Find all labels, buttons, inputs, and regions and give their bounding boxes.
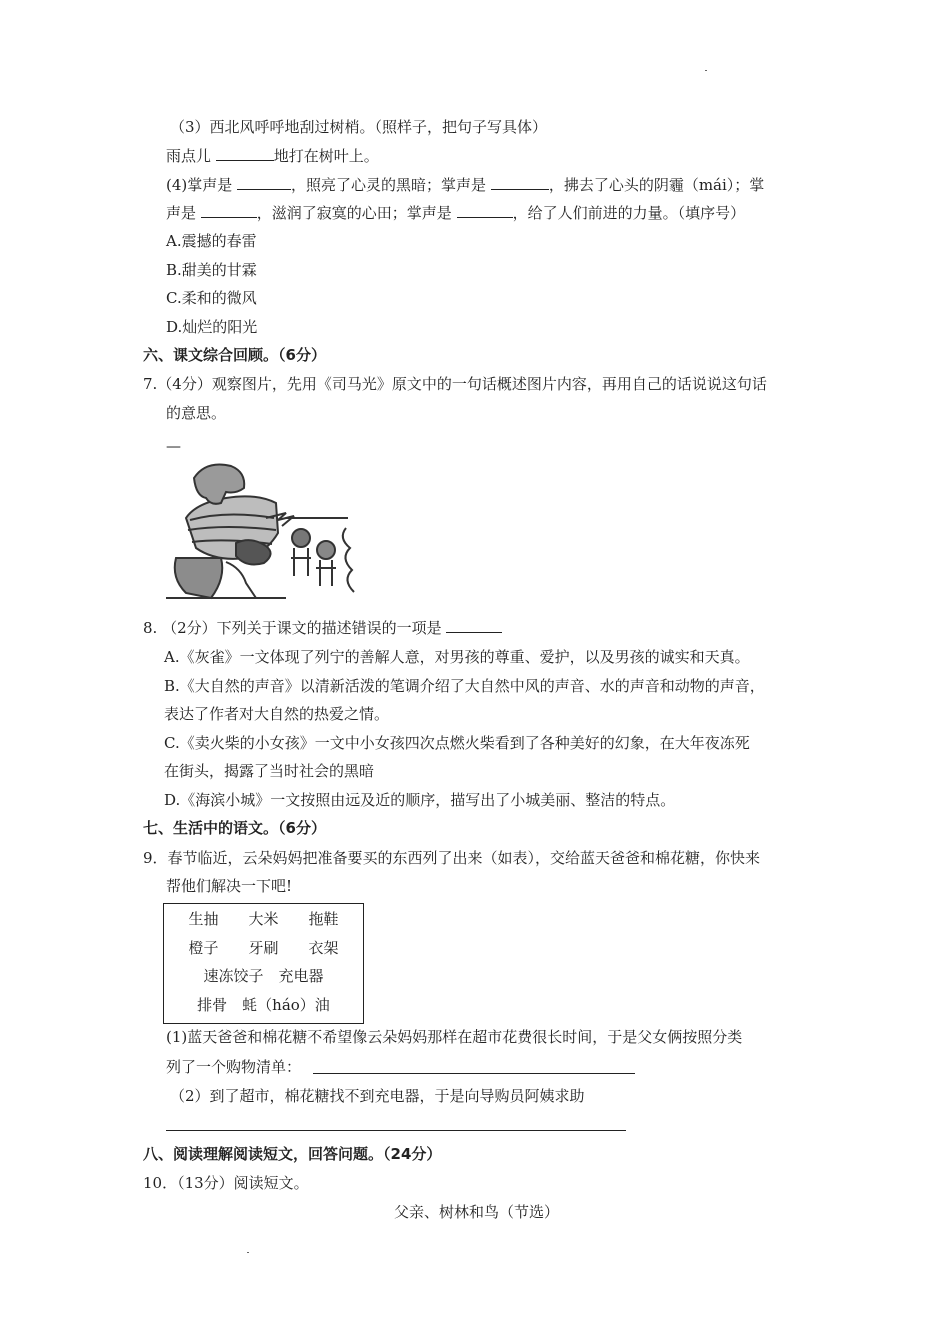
q9-stem-line2: 帮他们解决一下吧! [166, 877, 293, 895]
page-mark-bottom [247, 1252, 249, 1253]
q8-stem [143, 618, 502, 638]
q4-text: 声是 [166, 204, 201, 222]
q4-text: ，拂去了心头的阴霾（mái）；掌 [548, 176, 765, 194]
q4-option-c: C.柔和的微风 [166, 289, 257, 307]
q4-text: ，滋润了寂寞的心田；掌声是 [256, 204, 457, 222]
q4-text: ，给了人们前进的力量。（填序号） [512, 204, 746, 222]
sima-guang-illustration-icon [166, 458, 362, 606]
q8-option-b-line2: 表达了作者对大自然的热爱之情。 [164, 705, 390, 723]
q4-option-d: D.灿烂的阳光 [166, 318, 258, 336]
q4-blank-3[interactable] [201, 203, 257, 218]
section7-title: 七、生活中的语文。（6分） [143, 819, 326, 837]
table-row: 橙子 牙刷 衣架 [188, 939, 339, 957]
q7-stem-line1: 7.（4分）观察图片，先用《司马光》原文中的一句话概述图片内容，再用自己的话说说这句话 [143, 375, 767, 393]
q8-stem-text: 8. （2分）下列关于课文的描述错误的一项是 [143, 619, 447, 637]
shopping-items-table [163, 903, 364, 1024]
q8-option-a: A.《灰雀》一文体现了列宁的善解人意，对男孩的尊重、爱护，以及男孩的诚实和天真。 [164, 648, 750, 666]
q9-sub2-answer-line[interactable] [166, 1130, 626, 1131]
q9-sub1-answer-line[interactable] [313, 1073, 635, 1074]
q4-blank-4[interactable] [457, 203, 513, 218]
section8-title: 八、阅读理解阅读短文，回答问题。（24分） [143, 1145, 442, 1163]
q8-option-b-line1: B.《大自然的声音》以清新活泼的笔调介绍了大自然中风的声音、水的声音和动物的声音， [164, 677, 765, 695]
q9-sub1-line1: (1)蓝天爸爸和棉花糖不希望像云朵妈妈那样在超市花费很长时间，于是父女俩按照分类 [166, 1028, 743, 1046]
q9-sub2-line1: （2）到了超市，棉花糖找不到充电器，于是向导购员阿姨求助 [170, 1087, 585, 1105]
q10-stem: 10．（13分）阅读短文。 [143, 1174, 309, 1192]
table-row: 生抽 大米 拖鞋 [188, 910, 339, 928]
q4-option-a: A.震撼的春雷 [166, 232, 257, 250]
q9-stem-line1: 9．春节临近，云朵妈妈把准备要买的东西列了出来（如表），交给蓝天爸爸和棉花糖，你快来 [143, 849, 761, 867]
q7-stem-line2: 的意思。 [166, 404, 227, 422]
passage-title: 父亲、树林和鸟（节选） [394, 1203, 560, 1221]
q4-blank-2[interactable] [491, 175, 549, 190]
q4-blank-1[interactable] [237, 175, 291, 190]
q9-sub1-line2: 列了一个购物清单： [166, 1058, 302, 1076]
page-mark-top [705, 70, 707, 71]
q4-line2 [166, 203, 745, 223]
section6-title: 六、课文综合回顾。（6分） [143, 346, 326, 364]
q3-blank[interactable] [216, 146, 274, 161]
q7-answer-mark: — [166, 437, 181, 455]
q4-line1 [166, 175, 764, 195]
q3-suffix: 地打在树叶上。 [273, 147, 379, 165]
q8-option-c-line2: 在街头，揭露了当时社会的黑暗 [164, 762, 375, 780]
q4-option-b: B.甜美的甘霖 [166, 261, 257, 279]
q3-prefix: 雨点儿 [166, 147, 216, 165]
q4-text: ，照亮了心灵的黑暗；掌声是 [291, 176, 491, 194]
q8-option-c-line1: C.《卖火柴的小女孩》一文中小女孩四次点燃火柴看到了各种美好的幻象，在大年夜冻死 [164, 734, 750, 752]
q8-blank[interactable] [446, 618, 502, 633]
table-row: 排骨 蚝（háo）油 [197, 996, 330, 1014]
q3-instruction: （3）西北风呼呼地刮过树梢。（照样子，把句子写具体） [170, 118, 548, 136]
q8-option-d: D.《海滨小城》一文按照由远及近的顺序，描写出了小城美丽、整洁的特点。 [164, 791, 676, 809]
q3-answer-line [166, 146, 379, 166]
q4-text: (4)掌声是 [166, 176, 238, 194]
table-row: 速冻饺子 充电器 [203, 967, 324, 985]
